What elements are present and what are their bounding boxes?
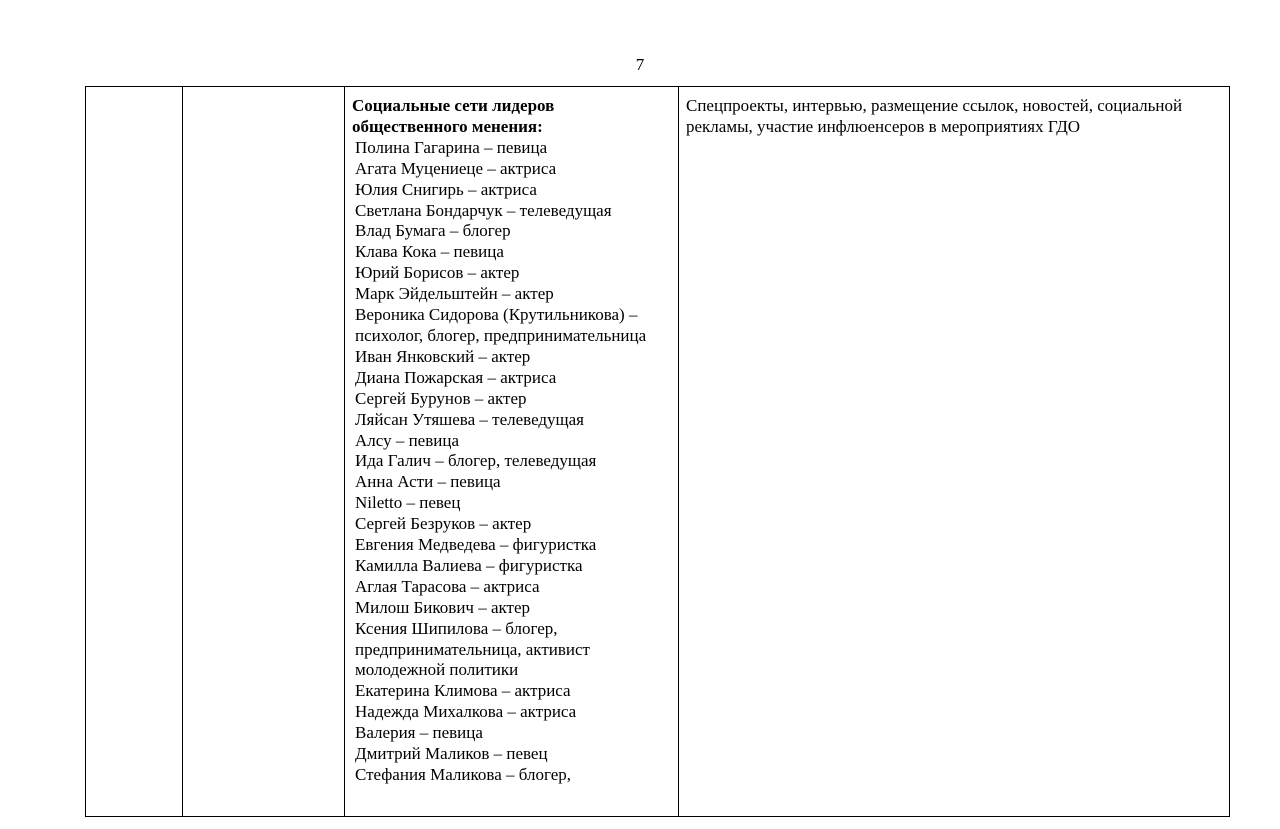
purpose-text: Спецпроекты, интервью, размещение ссылок, новостей, социальной рекламы, участие инфлюенсеров в мероприятиях ГДО (686, 96, 1183, 136)
list-item: Милош Бикович – актер (355, 597, 531, 617)
list-item: Стефания Маликова – блогер, (355, 765, 572, 784)
list-item: Екатерина Климова – актриса (355, 681, 571, 701)
list-item: Иван Янковский – актер (355, 346, 531, 366)
table-cell-col1 (86, 87, 183, 817)
list-item: Диана Пожарская – актриса (355, 367, 557, 387)
list-item: Ида Галич – блогер, телеведущая (355, 451, 597, 471)
list-item: Камилла Валиева – фигуристка (355, 555, 583, 575)
list-item: Клава Кока – певица (355, 242, 504, 262)
list-item: Юлия Снигирь – актриса (355, 179, 537, 199)
list-item: Анна Асти – певица (355, 472, 501, 492)
list-item: Евгения Медведева – фигуристка (355, 535, 597, 555)
list-item: Марк Эйдельштейн – актер (355, 284, 554, 304)
list-item: Сергей Бурунов – актер (355, 388, 527, 408)
list-item: Ляйсан Утяшева – телеведущая (355, 409, 584, 429)
cell-heading: Социальные сети лидеров общественного менения: (352, 96, 555, 136)
list-item: Валерия – певица (355, 723, 483, 743)
list-item: Сергей Безруков – актер (355, 514, 532, 534)
table-row (86, 87, 1230, 817)
page-number: 7 (635, 55, 645, 74)
list-item: Аглая Тарасова – актриса (355, 576, 540, 596)
list-item: Niletto – певец (355, 493, 461, 513)
table-cell-col2 (183, 87, 345, 817)
list-item: Агата Муцениеце – актриса (355, 158, 557, 178)
document-table (85, 86, 1230, 817)
list-item: Надежда Михалкова – актриса (355, 702, 577, 722)
list-item: Влад Бумага – блогер (355, 221, 511, 241)
list-item: Юрий Борисов – актер (355, 263, 520, 283)
list-item: Ксения Шипилова – блогер, предпринимательница, активист молодежной политики (355, 618, 590, 680)
list-item: Полина Гагарина – певица (355, 137, 548, 157)
person-list (352, 138, 672, 786)
table-cell-col3 (345, 87, 679, 817)
list-item: Дмитрий Маликов – певец (355, 744, 548, 764)
list-item: Светлана Бондарчук – телеведущая (355, 200, 612, 220)
list-item: Алсу – певица (355, 430, 459, 450)
table-cell-col4 (679, 87, 1230, 817)
list-item: Вероника Сидорова (Крутильникова) – психолог, блогер, предпринимательница (355, 305, 647, 345)
